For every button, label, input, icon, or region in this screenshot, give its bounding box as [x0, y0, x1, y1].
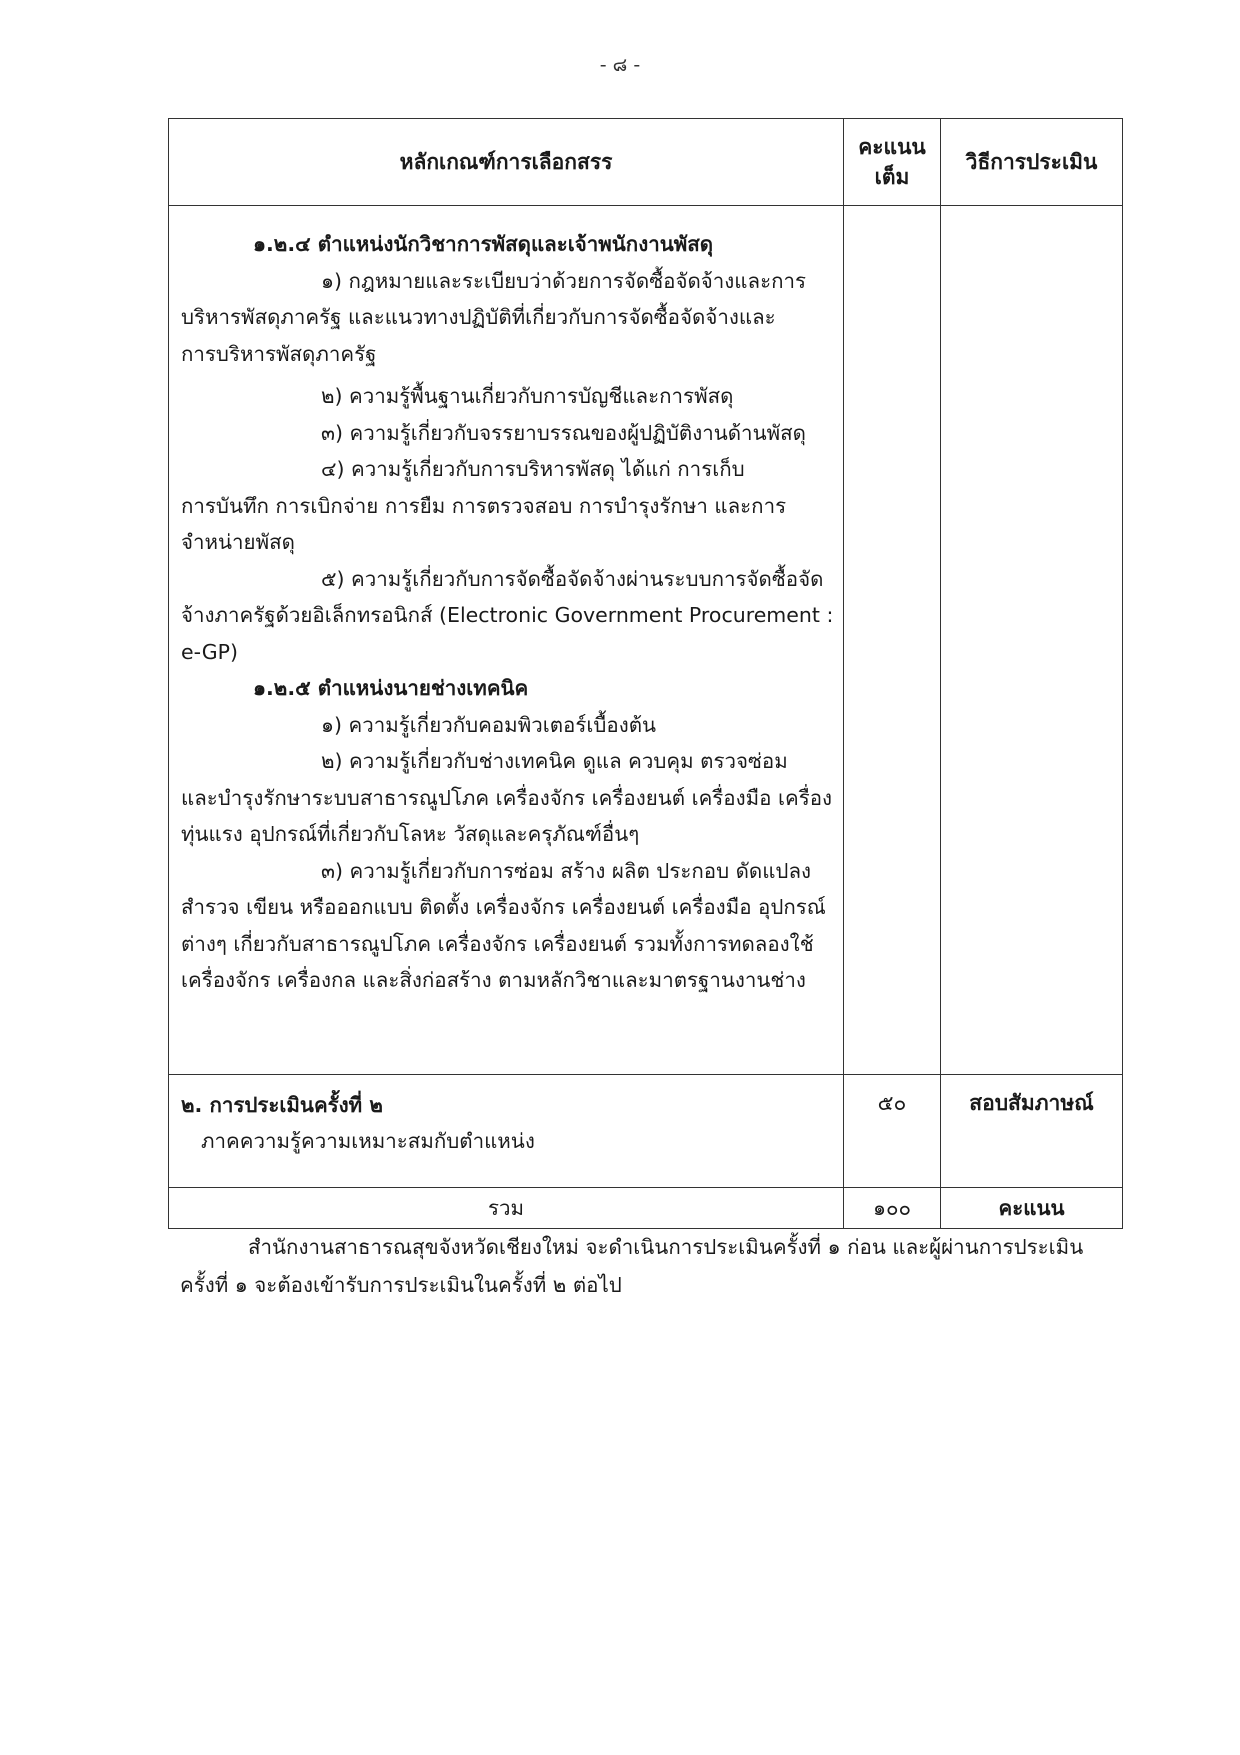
section-2-cell	[169, 1075, 844, 1188]
header-score	[844, 119, 941, 206]
item-125-3-line2: สำรวจ เขียน หรือออกแบบ ติดตั้ง เครื่องจักร เครื่องยนต์ เครื่องมือ อุปกรณ์	[181, 895, 826, 919]
footer-note	[180, 1228, 1125, 1304]
details-score-cell	[844, 206, 941, 1075]
section-125-title: ๑.๒.๕ ตำแหน่งนายช่างเทคนิค	[253, 676, 529, 700]
header-score-line1: คะแนน	[858, 135, 926, 159]
table-row-total	[169, 1188, 1123, 1229]
table-row-section-2	[169, 1075, 1123, 1188]
item-125-2-line3: ทุ่นแรง อุปกรณ์ที่เกี่ยวกับโลหะ วัสดุและครุภัณฑ์อื่นๆ	[181, 822, 640, 846]
item-124-1-line3: การบริหารพัสดุภาครัฐ	[181, 341, 377, 366]
item-125-1: ๑) ความรู้เกี่ยวกับคอมพิวเตอร์เบื้องต้น	[321, 712, 657, 737]
total-score: ๑๐๐	[844, 1188, 941, 1229]
page-number: - ๘ -	[599, 54, 641, 76]
details-method-cell	[941, 206, 1123, 1075]
total-label: รวม	[169, 1188, 844, 1229]
footer-line-1: สำนักงานสาธารณสุขจังหวัดเชียงใหม่ จะดำเนินการประเมินครั้งที่ ๑ ก่อน และผู้ผ่านการประเมิน	[248, 1235, 1084, 1259]
header-criteria: หลักเกณฑ์การเลือกสรร	[169, 119, 844, 206]
header-method: วิธีการประเมิน	[941, 119, 1123, 206]
item-125-2-first: ๒) ความรู้เกี่ยวกับช่างเทคนิค ดูแล ควบคุม ตรวจซ่อม	[321, 749, 788, 773]
item-125-3-first: ๓) ความรู้เกี่ยวกับการซ่อม สร้าง ผลิต ประกอบ ดัดแปลง	[321, 858, 812, 883]
table-row-criteria-details	[169, 206, 1123, 1075]
item-124-3: ๓) ความรู้เกี่ยวกับจรรยาบรรณของผู้ปฏิบัติงานด้านพัสดุ	[321, 420, 806, 445]
item-124-5-first: ๕) ความรู้เกี่ยวกับการจัดซื้อจัดจ้างผ่านระบบการจัดซื้อจัด	[321, 566, 824, 591]
item-124-4-line3: จำหน่ายพัสดุ	[181, 530, 295, 554]
item-124-1-first: ๑) กฎหมายและระเบียบว่าด้วยการจัดซื้อจัดจ้างและการ	[321, 268, 807, 293]
section-2-method: สอบสัมภาษณ์	[941, 1075, 1123, 1188]
item-124-4-first: ๔) ความรู้เกี่ยวกับการบริหารพัสดุ ได้แก่ การเก็บ	[321, 457, 745, 481]
section-2-score: ๕๐	[844, 1075, 941, 1188]
section-2-subtitle: ภาคความรู้ความเหมาะสมกับตำแหน่ง	[201, 1129, 535, 1153]
item-124-5-line3: e-GP)	[181, 639, 239, 664]
header-score-line2: เต็ม	[874, 165, 910, 189]
criteria-details-cell	[169, 206, 844, 1075]
item-124-1-line2: บริหารพัสดุภาครัฐ และแนวทางปฏิบัติที่เกี่ยวกับการจัดซื้อจัดจ้างและ	[181, 305, 776, 329]
item-124-4-line2: การบันทึก การเบิกจ่าย การยืม การตรวจสอบ การบำรุงรักษา และการ	[181, 493, 787, 518]
section-2-title: ๒. การประเมินครั้งที่ ๒	[181, 1093, 383, 1117]
item-125-3-line4: เครื่องจักร เครื่องกล และสิ่งก่อสร้าง ตามหลักวิชาและมาตรฐานงานช่าง	[181, 968, 806, 992]
criteria-table	[168, 118, 1123, 1229]
item-125-3-line3: ต่างๆ เกี่ยวกับสาธารณูปโภค เครื่องจักร เครื่องยนต์ รวมทั้งการทดลองใช้	[181, 931, 814, 956]
total-unit: คะแนน	[941, 1188, 1123, 1229]
table-header-row	[169, 119, 1123, 206]
section-124-title: ๑.๒.๔ ตำแหน่งนักวิชาการพัสดุและเจ้าพนักงานพัสดุ	[253, 232, 714, 256]
item-124-5-line2: จ้างภาครัฐด้วยอิเล็กทรอนิกส์ (Electronic Government Procurement :	[181, 603, 834, 627]
item-124-2: ๒) ความรู้พื้นฐานเกี่ยวกับการบัญชีและการพัสดุ	[321, 384, 734, 408]
item-125-2-line2: และบำรุงรักษาระบบสาธารณูปโภค เครื่องจักร เครื่องยนต์ เครื่องมือ เครื่อง	[181, 785, 833, 810]
footer-line-2: ครั้งที่ ๑ จะต้องเข้ารับการประเมินในครั้งที่ ๒ ต่อไป	[180, 1273, 622, 1297]
